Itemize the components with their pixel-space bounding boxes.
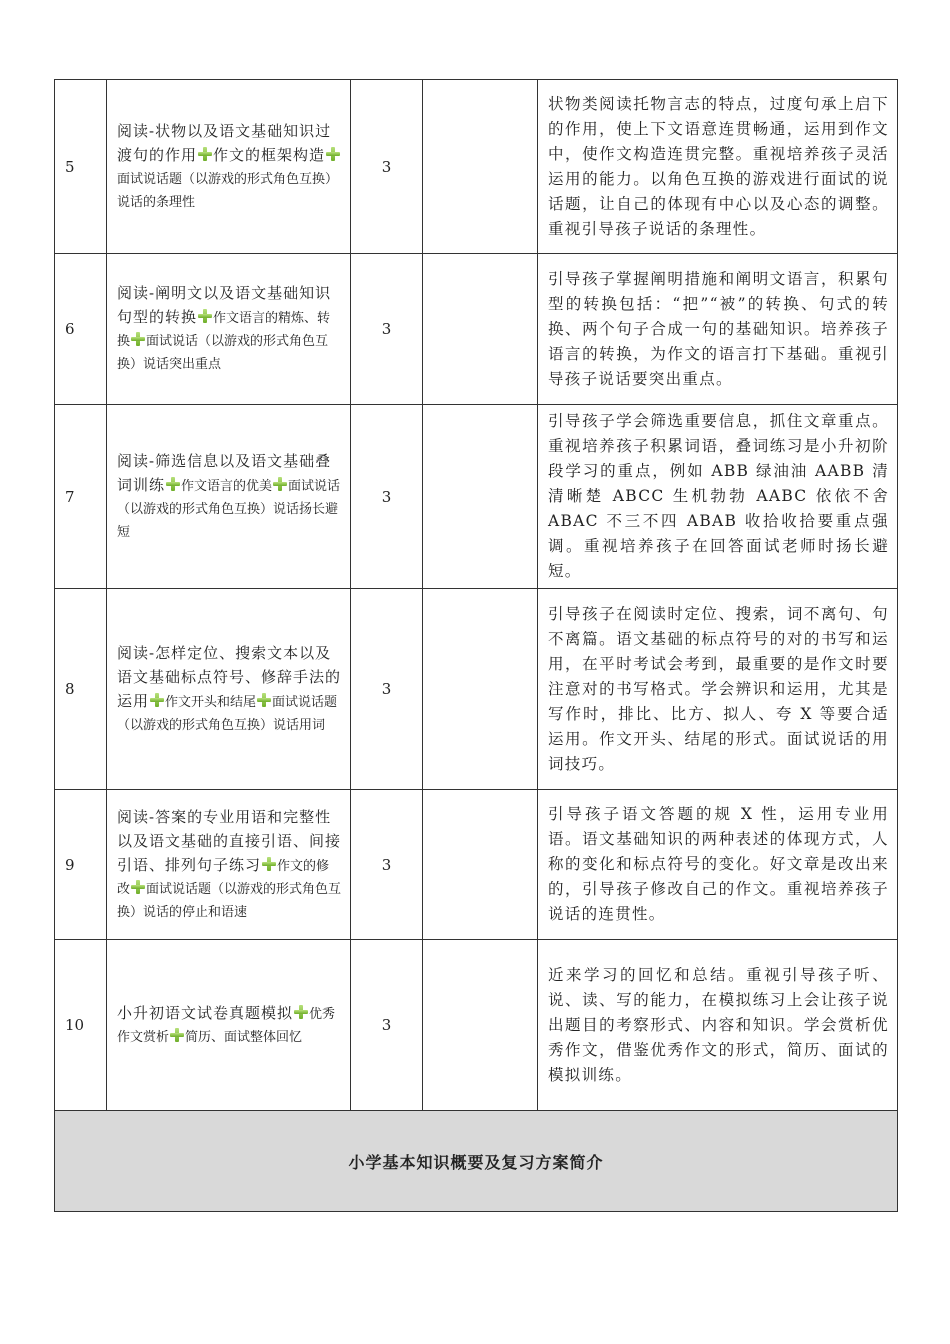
topic-part: 阅读-答案的专业用语和完整性 以及语文基础的直接引语、间接引语、排列句子练习 bbox=[117, 807, 342, 874]
lesson-topic bbox=[107, 790, 351, 940]
lesson-plan-table bbox=[54, 79, 898, 1212]
table-row bbox=[55, 254, 898, 405]
lesson-description: 近来学习的回忆和总结。重视引导孩子听、说、读、写的能力，在模拟练习上会让孩子说出题目的考察形式、内容和知识。学会赏析优秀作文，借鉴优秀作文的形式，简历、面试的模拟训练。 bbox=[538, 940, 898, 1111]
lesson-hours: 3 bbox=[351, 254, 423, 405]
green-plus-icon bbox=[294, 1005, 308, 1019]
table-row bbox=[55, 405, 898, 589]
lesson-topic bbox=[107, 80, 351, 254]
empty-cell bbox=[423, 940, 538, 1111]
lesson-number: 10 bbox=[55, 940, 107, 1111]
lesson-description: 引导孩子在阅读时定位、搜索，词不离句、句不离篇。语文基础的标点符号的对的书写和运用，在平时考试会考到，最重要的是作文时要注意对的书写格式。学会辨识和运用，尤其是写作时，排比、比方、拟人、夸 X 等要合适运用。作文开头、结尾的形式。面试说话的用词技巧。 bbox=[538, 589, 898, 790]
green-plus-icon bbox=[273, 477, 287, 491]
footer-row bbox=[55, 1111, 898, 1212]
topic-part: 小升初语文试卷真题模拟 bbox=[117, 1003, 294, 1022]
empty-cell bbox=[423, 589, 538, 790]
topic-part: 面试说话（以游戏的形式角色互换）说话扬长避短 bbox=[117, 478, 341, 540]
green-plus-icon bbox=[170, 1028, 184, 1042]
lesson-description: 引导孩子学会筛选重要信息，抓住文章重点。重视培养孩子积累词语，叠词练习是小升初阶段学习的重点，例如 ABB 绿油油 AABB 清清晰楚 ABCC 生机勃勃 AABC 依依不舍 ABAC 不三不四 ABAB 收拾收拾要重点强调。重视培养孩子在回答面试老师时扬长避短。 bbox=[538, 405, 898, 589]
topic-part: 面试说话（以游戏的形式角色互换）说话突出重点 bbox=[117, 334, 329, 372]
green-plus-icon bbox=[326, 147, 340, 161]
topic-part: 简历、面试整体回忆 bbox=[185, 1029, 303, 1045]
topic-part: 优秀作文赏析 bbox=[117, 1006, 336, 1045]
lesson-topic bbox=[107, 405, 351, 589]
green-plus-icon bbox=[198, 147, 212, 161]
topic-part: 面试说话题（以游戏的形式角色互换）说话的停止和语速 bbox=[117, 881, 342, 920]
green-plus-icon bbox=[262, 857, 276, 871]
topic-part: 阅读-怎样定位、搜索文本以及语文基础标点符号、修辞手法的运用 bbox=[117, 643, 342, 710]
green-plus-icon bbox=[131, 880, 145, 894]
lesson-number: 9 bbox=[55, 790, 107, 940]
green-plus-icon bbox=[198, 309, 212, 323]
lesson-hours: 3 bbox=[351, 80, 423, 254]
footer-title: 小学基本知识概要及复习方案简介 bbox=[55, 1111, 898, 1212]
lesson-description: 状物类阅读托物言志的特点，过度句承上启下的作用，使上下文语意连贯畅通，运用到作文中，使作文构造连贯完整。重视培养孩子灵活运用的能力。以角色互换的游戏进行面试的说话题，让自己的体现有中心以及心态的调整。重视引导孩子说话的条理性。 bbox=[538, 80, 898, 254]
topic-part: 面试说话题（以游戏的形式角色互换）说话用词 bbox=[117, 694, 338, 733]
lesson-number: 5 bbox=[55, 80, 107, 254]
green-plus-icon bbox=[150, 693, 164, 707]
topic-part: 面试说话题（以游戏的形式角色互换）说话的条理性 bbox=[117, 171, 339, 210]
table-row bbox=[55, 589, 898, 790]
table-row bbox=[55, 790, 898, 940]
lesson-description: 引导孩子语文答题的规 X 性，运用专业用语。语文基础知识的两种表述的体现方式，人称的变化和标点符号的变化。好文章是改出来的，引导孩子修改自己的作文。重视培养孩子说话的连贯性。 bbox=[538, 790, 898, 940]
green-plus-icon bbox=[166, 477, 180, 491]
topic-part: 作文语言的优美 bbox=[181, 478, 273, 494]
lesson-topic bbox=[107, 589, 351, 790]
table-row bbox=[55, 940, 898, 1111]
green-plus-icon bbox=[257, 693, 271, 707]
empty-cell bbox=[423, 80, 538, 254]
topic-part: 阅读-筛选信息以及语文基础叠词训练 bbox=[117, 451, 332, 494]
lesson-hours: 3 bbox=[351, 405, 423, 589]
topic-part: 作文的框架构造 bbox=[213, 145, 326, 164]
topic-part: 作文语言的精炼、转换 bbox=[117, 311, 331, 349]
lesson-topic bbox=[107, 254, 351, 405]
topic-part: 阅读-阐明文以及语文基础知识句型的转换 bbox=[117, 284, 332, 326]
empty-cell bbox=[423, 790, 538, 940]
topic-part: 作文的修改 bbox=[117, 858, 330, 897]
empty-cell bbox=[423, 405, 538, 589]
lesson-hours: 3 bbox=[351, 940, 423, 1111]
topic-part: 阅读-状物以及语文基础知识过渡句的作用 bbox=[117, 121, 332, 164]
lesson-hours: 3 bbox=[351, 589, 423, 790]
table-row bbox=[55, 80, 898, 254]
lesson-number: 8 bbox=[55, 589, 107, 790]
topic-part: 作文开头和结尾 bbox=[165, 694, 257, 710]
lesson-hours: 3 bbox=[351, 790, 423, 940]
lesson-topic bbox=[107, 940, 351, 1111]
green-plus-icon bbox=[131, 332, 145, 346]
lesson-description: 引导孩子掌握阐明措施和阐明文语言，积累句型的转换包括：“把”“被”的转换、句式的转换、两个句子合成一句的基础知识。培养孩子语言的转换，为作文的语言打下基础。重视引导孩子说话要突出重点。 bbox=[538, 254, 898, 405]
lesson-number: 7 bbox=[55, 405, 107, 589]
lesson-number: 6 bbox=[55, 254, 107, 405]
empty-cell bbox=[423, 254, 538, 405]
